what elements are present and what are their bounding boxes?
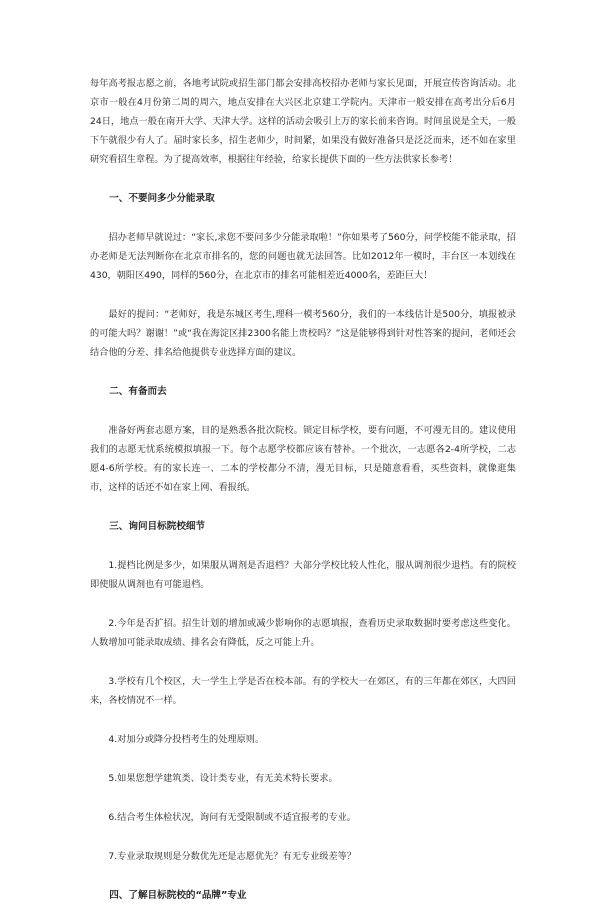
section-heading: 三、询问目标院校细节 <box>109 521 206 532</box>
section-paragraph: 招办老师早就说过：“家长,求您不要问多少分能录取啦！”你如果考了560分，问学校能不能录取，招办老师是无法判断你在北京市排名的，您的问题也就无法回答。比如2012年一模时，丰台区一本划线在430，朝阳区490，同样的560分，在北京市的排名可能相差近4000名，差距巨大！ <box>90 232 516 281</box>
section-heading: 一、不要问多少分能录取 <box>109 193 215 204</box>
section-paragraph: 准备好两套志愿方案，目的是熟悉各批次院校。锁定目标学校，要有问题，不可漫无目的。建议使用我们的志愿无忧系统模拟填报一下。每个志愿学校都应该有替补。一个批次，一志愿各2-4所学校，二志愿4-6所学校。有的家长连一、二本的学校都分不清，漫无目标，只是随意看看，买些资料，就像逛集市，这样的话还不如在家上网、看报纸。 <box>90 425 516 493</box>
section-paragraph: 最好的提问：“老师好，我是东城区考生,理科一模考560分，我们的一本线估计是500分，填报被录的可能大吗？谢谢！”或“我在海淀区排2300名能上贵校吗？”这是能够得到针对性答案的提问，老师还会结合他的分差、排名给他提供专业选择方面的建议。 <box>90 309 516 358</box>
article <box>90 74 516 905</box>
intro-paragraph: 每年高考报志愿之前，各地考试院或招生部门都会安排高校招办老师与家长见面，开展宣传咨询活动。北京市一般在4月份第二周的周六，地点安排在大兴区北京建工学院内。天津市一般安排在高考出分后6月24日，地点一般在南开大学、天津大学。这样的活动会吸引上万的家长前来咨询。时间虽说是全天，一般下午就很少有人了。届时家长多，招生老师少，时间紧，如果没有做好准备只是泛泛而来，还不如在家里研究看招生章程。为了提高效率，根据往年经验，给家长提供下面的一些方法供家长参考！ <box>90 78 516 165</box>
list-item: 3.学校有几个校区，大一学生上学是否在校本部。有的学校大一在郊区，有的三年都在郊区，大四回来，各校情况不一样。 <box>90 676 516 706</box>
list-item: 4.对加分或降分投档考生的处理原则。 <box>108 734 265 745</box>
section-heading: 四、了解目标院校的“品牌”专业 <box>109 890 247 901</box>
list-item: 2.今年是否扩招。招生计划的增加或减少影响你的志愿填报，查看历史录取数据时要考虑这些变化。人数增加可能录取成绩、排名会有降低，反之可能上升。 <box>90 618 516 648</box>
list-item: 1.提档比例是多少，如果服从调剂是否退档？大部分学校比较人性化，服从调剂很少退档。有的院校即使服从调剂也有可能退档。 <box>90 560 516 590</box>
section-heading: 二、有备而去 <box>109 386 167 397</box>
list-item: 7.专业录取规则是分数优先还是志愿优先？有无专业级差等？ <box>108 851 357 862</box>
list-item: 5.如果您想学建筑类、设计类专业，有无美术特长要求。 <box>108 773 338 784</box>
list-item: 6.结合考生体检状况，询问有无受限制或不适宜报考的专业。 <box>108 812 357 823</box>
